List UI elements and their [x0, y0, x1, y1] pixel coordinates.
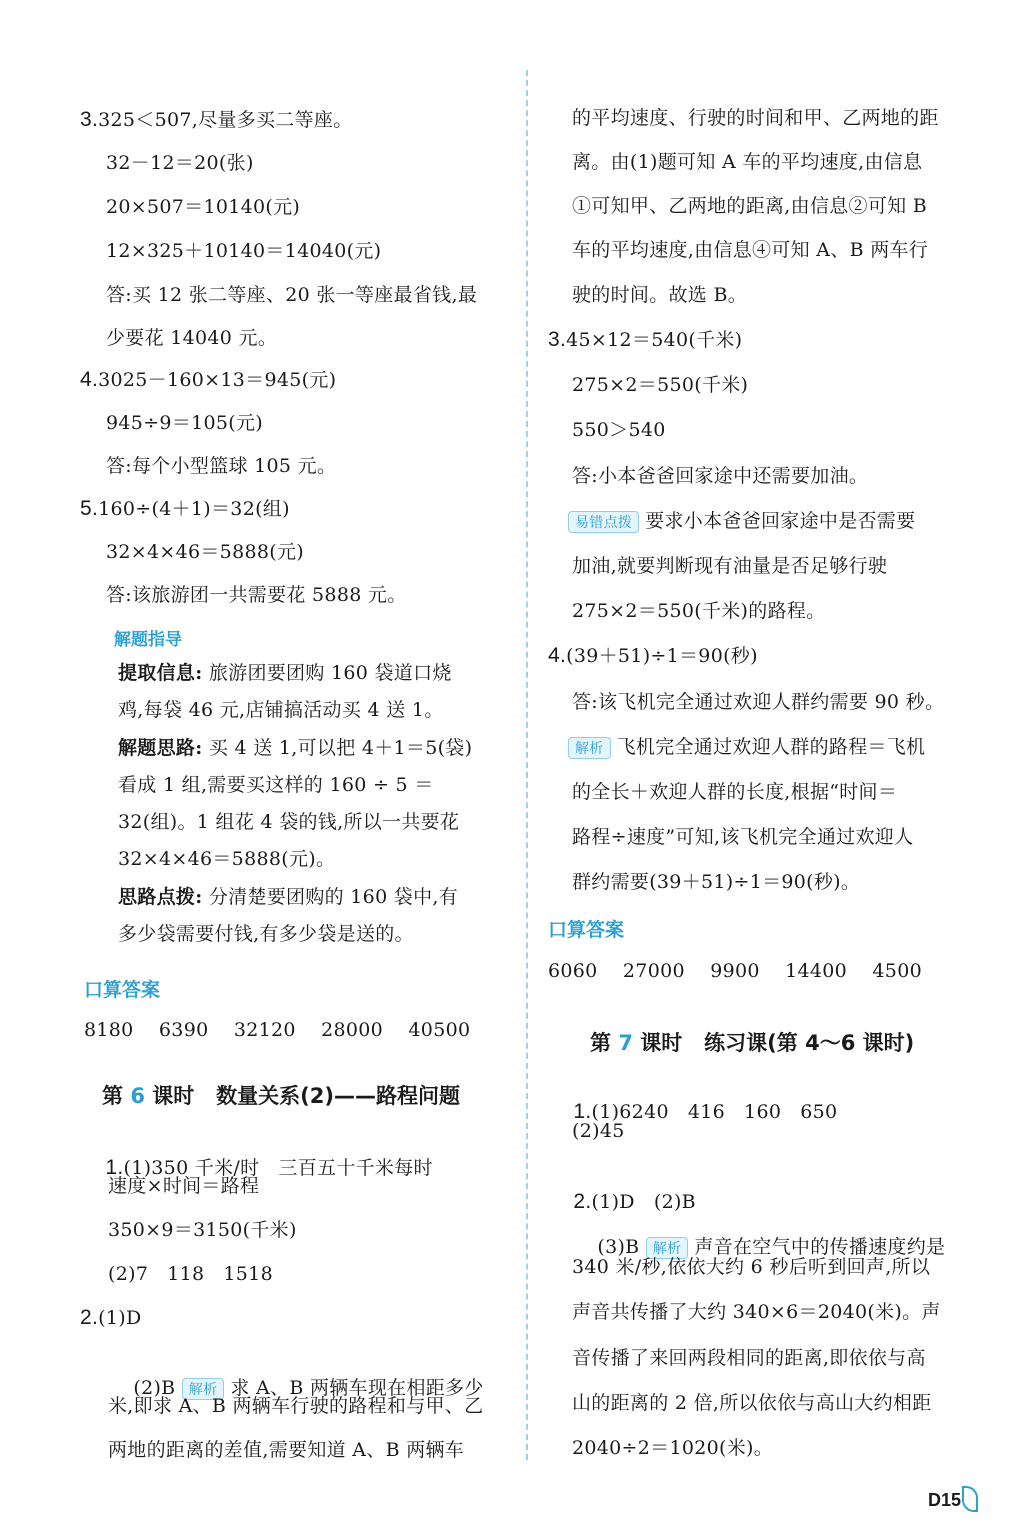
text-line: 550＞540	[572, 419, 666, 441]
error-tip-tag: 易错点拨	[568, 511, 639, 533]
lesson7-question-1: 1.(1)6240 416 160 650	[573, 1100, 838, 1123]
text-line: 米,即求 A、B 两辆车行驶的路程和与甲、乙	[108, 1395, 484, 1417]
lesson-7-heading: 第 7 课时 练习课(第 4～6 课时)	[590, 1031, 915, 1055]
text-line: 两地的距离的差值,需要知道 A、B 两辆车	[108, 1439, 465, 1461]
guide-line: 鸡,每袋 46 元,店铺搞活动买 4 送 1。	[118, 699, 444, 721]
question-4-right: 4.(39＋51)÷1＝90(秒)	[548, 644, 758, 667]
question-3-right: 3.45×12＝540(千米)	[548, 328, 743, 351]
leaf-icon	[962, 1486, 978, 1512]
text-line: (3)B 解析 声音在空气中的传播速度约是	[597, 1236, 946, 1258]
error-tip-line: 易错点拨 要求小本爸爸回家途中是否需要	[568, 508, 915, 534]
text-line: 音传播了来回两段相同的距离,即依依与高	[572, 1347, 926, 1369]
text-line: 答:小本爸爸回家途中还需要加油。	[572, 465, 869, 487]
oral-answers: 6060 27000 9900 14400 4500	[548, 960, 922, 982]
text-line: 声音共传播了大约 340×6＝2040(米)。声	[572, 1301, 941, 1323]
question-3: 3.325＜507,尽量多买二等座。	[80, 108, 353, 131]
lesson7-question-2: 2.(1)D (2)B	[573, 1190, 696, 1213]
guide-section-title: 解题指导	[114, 630, 182, 649]
text-line: 路程÷速度”可知,该飞机完全通过欢迎人	[572, 826, 914, 848]
text-line: 加油,就要判断现有油量是否足够行驶	[572, 555, 888, 577]
question-4: 4.3025－160×13＝945(元)	[80, 368, 337, 391]
text-line: 350×9＝3150(千米)	[108, 1219, 297, 1241]
analysis-tag: 解析	[182, 1378, 225, 1400]
text-line: 答:该旅游团一共需要花 5888 元。	[106, 584, 407, 606]
text-line: 945÷9＝105(元)	[106, 412, 263, 434]
analysis-line: 解析 飞机完全通过欢迎人群的路程＝飞机	[568, 734, 925, 760]
text-line: ①可知甲、乙两地的距离,由信息②可知 B	[572, 195, 928, 217]
guide-line: 32(组)。1 组花 4 袋的钱,所以一共要花	[118, 811, 460, 833]
text-line: 的全长＋欢迎人群的长度,根据“时间＝	[572, 781, 898, 803]
text-line: 2040÷2＝1020(米)。	[572, 1437, 774, 1459]
oral-answers-title: 口算答案	[548, 920, 625, 941]
text-line: 答:每个小型篮球 105 元。	[106, 455, 337, 477]
guide-line: 解题思路: 买 4 送 1,可以把 4＋1＝5(袋)	[118, 737, 473, 759]
guide-line: 看成 1 组,需要买这样的 160 ÷ 5 ＝	[118, 774, 434, 796]
guide-line: 多少袋需要付钱,有多少袋是送的。	[118, 923, 414, 945]
text-line: 32×4×46＝5888(元)	[106, 541, 304, 563]
text-line: 答:该飞机完全通过欢迎人群约需要 90 秒。	[572, 691, 945, 713]
text-line: 群约需要(39＋51)÷1＝90(秒)。	[572, 871, 861, 893]
text-line: 32－12＝20(张)	[106, 152, 254, 174]
text-line: 的平均速度、行驶的时间和甲、乙两地的距	[572, 107, 939, 129]
text-line: 20×507＝10140(元)	[106, 196, 301, 218]
column-divider	[526, 70, 528, 1460]
question-5: 5.160÷(4＋1)＝32(组)	[80, 497, 290, 520]
text-line: 275×2＝550(千米)的路程。	[572, 600, 826, 622]
analysis-tag: 解析	[568, 737, 611, 759]
text-line: 12×325＋10140＝14040(元)	[106, 240, 382, 262]
text-line: (2)B 解析 求 A、B 两辆车现在相距多少	[133, 1377, 484, 1399]
text-line: 速度×时间＝路程	[108, 1175, 260, 1197]
lesson6-question-1: 1.(1)350 千米/时 三百五十千米每时	[105, 1156, 433, 1179]
guide-line: 32×4×46＝5888(元)。	[118, 848, 336, 870]
analysis-tag: 解析	[646, 1237, 689, 1259]
text-line: 驶的时间。故选 B。	[572, 284, 748, 306]
page-number: D15	[928, 1490, 962, 1510]
text-line: (2)45	[572, 1120, 625, 1142]
text-line: 340 米/秒,依依大约 6 秒后听到回声,所以	[572, 1256, 931, 1278]
guide-line: 提取信息: 旅游团要团购 160 袋道口烧	[118, 662, 452, 684]
guide-line: 思路点拨: 分清楚要团购的 160 袋中,有	[118, 886, 459, 908]
lesson-6-heading: 第 6 课时 数量关系(2)——路程问题	[102, 1084, 460, 1108]
text-line: 答:买 12 张二等座、20 张一等座最省钱,最	[106, 284, 478, 306]
text-line: 少要花 14040 元。	[106, 327, 278, 349]
text-line: 山的距离的 2 倍,所以依依与高山大约相距	[572, 1392, 932, 1414]
text-line: 275×2＝550(千米)	[572, 374, 749, 396]
oral-answers: 8180 6390 32120 28000 40500	[84, 1019, 471, 1041]
lesson6-question-2: 2.(1)D	[80, 1306, 142, 1329]
text-line: (2)7 118 1518	[108, 1263, 273, 1285]
text-line: 离。由(1)题可知 A 车的平均速度,由信息	[572, 151, 923, 173]
oral-answers-title: 口算答案	[84, 980, 161, 1001]
text-line: 车的平均速度,由信息④可知 A、B 两车行	[572, 239, 929, 261]
